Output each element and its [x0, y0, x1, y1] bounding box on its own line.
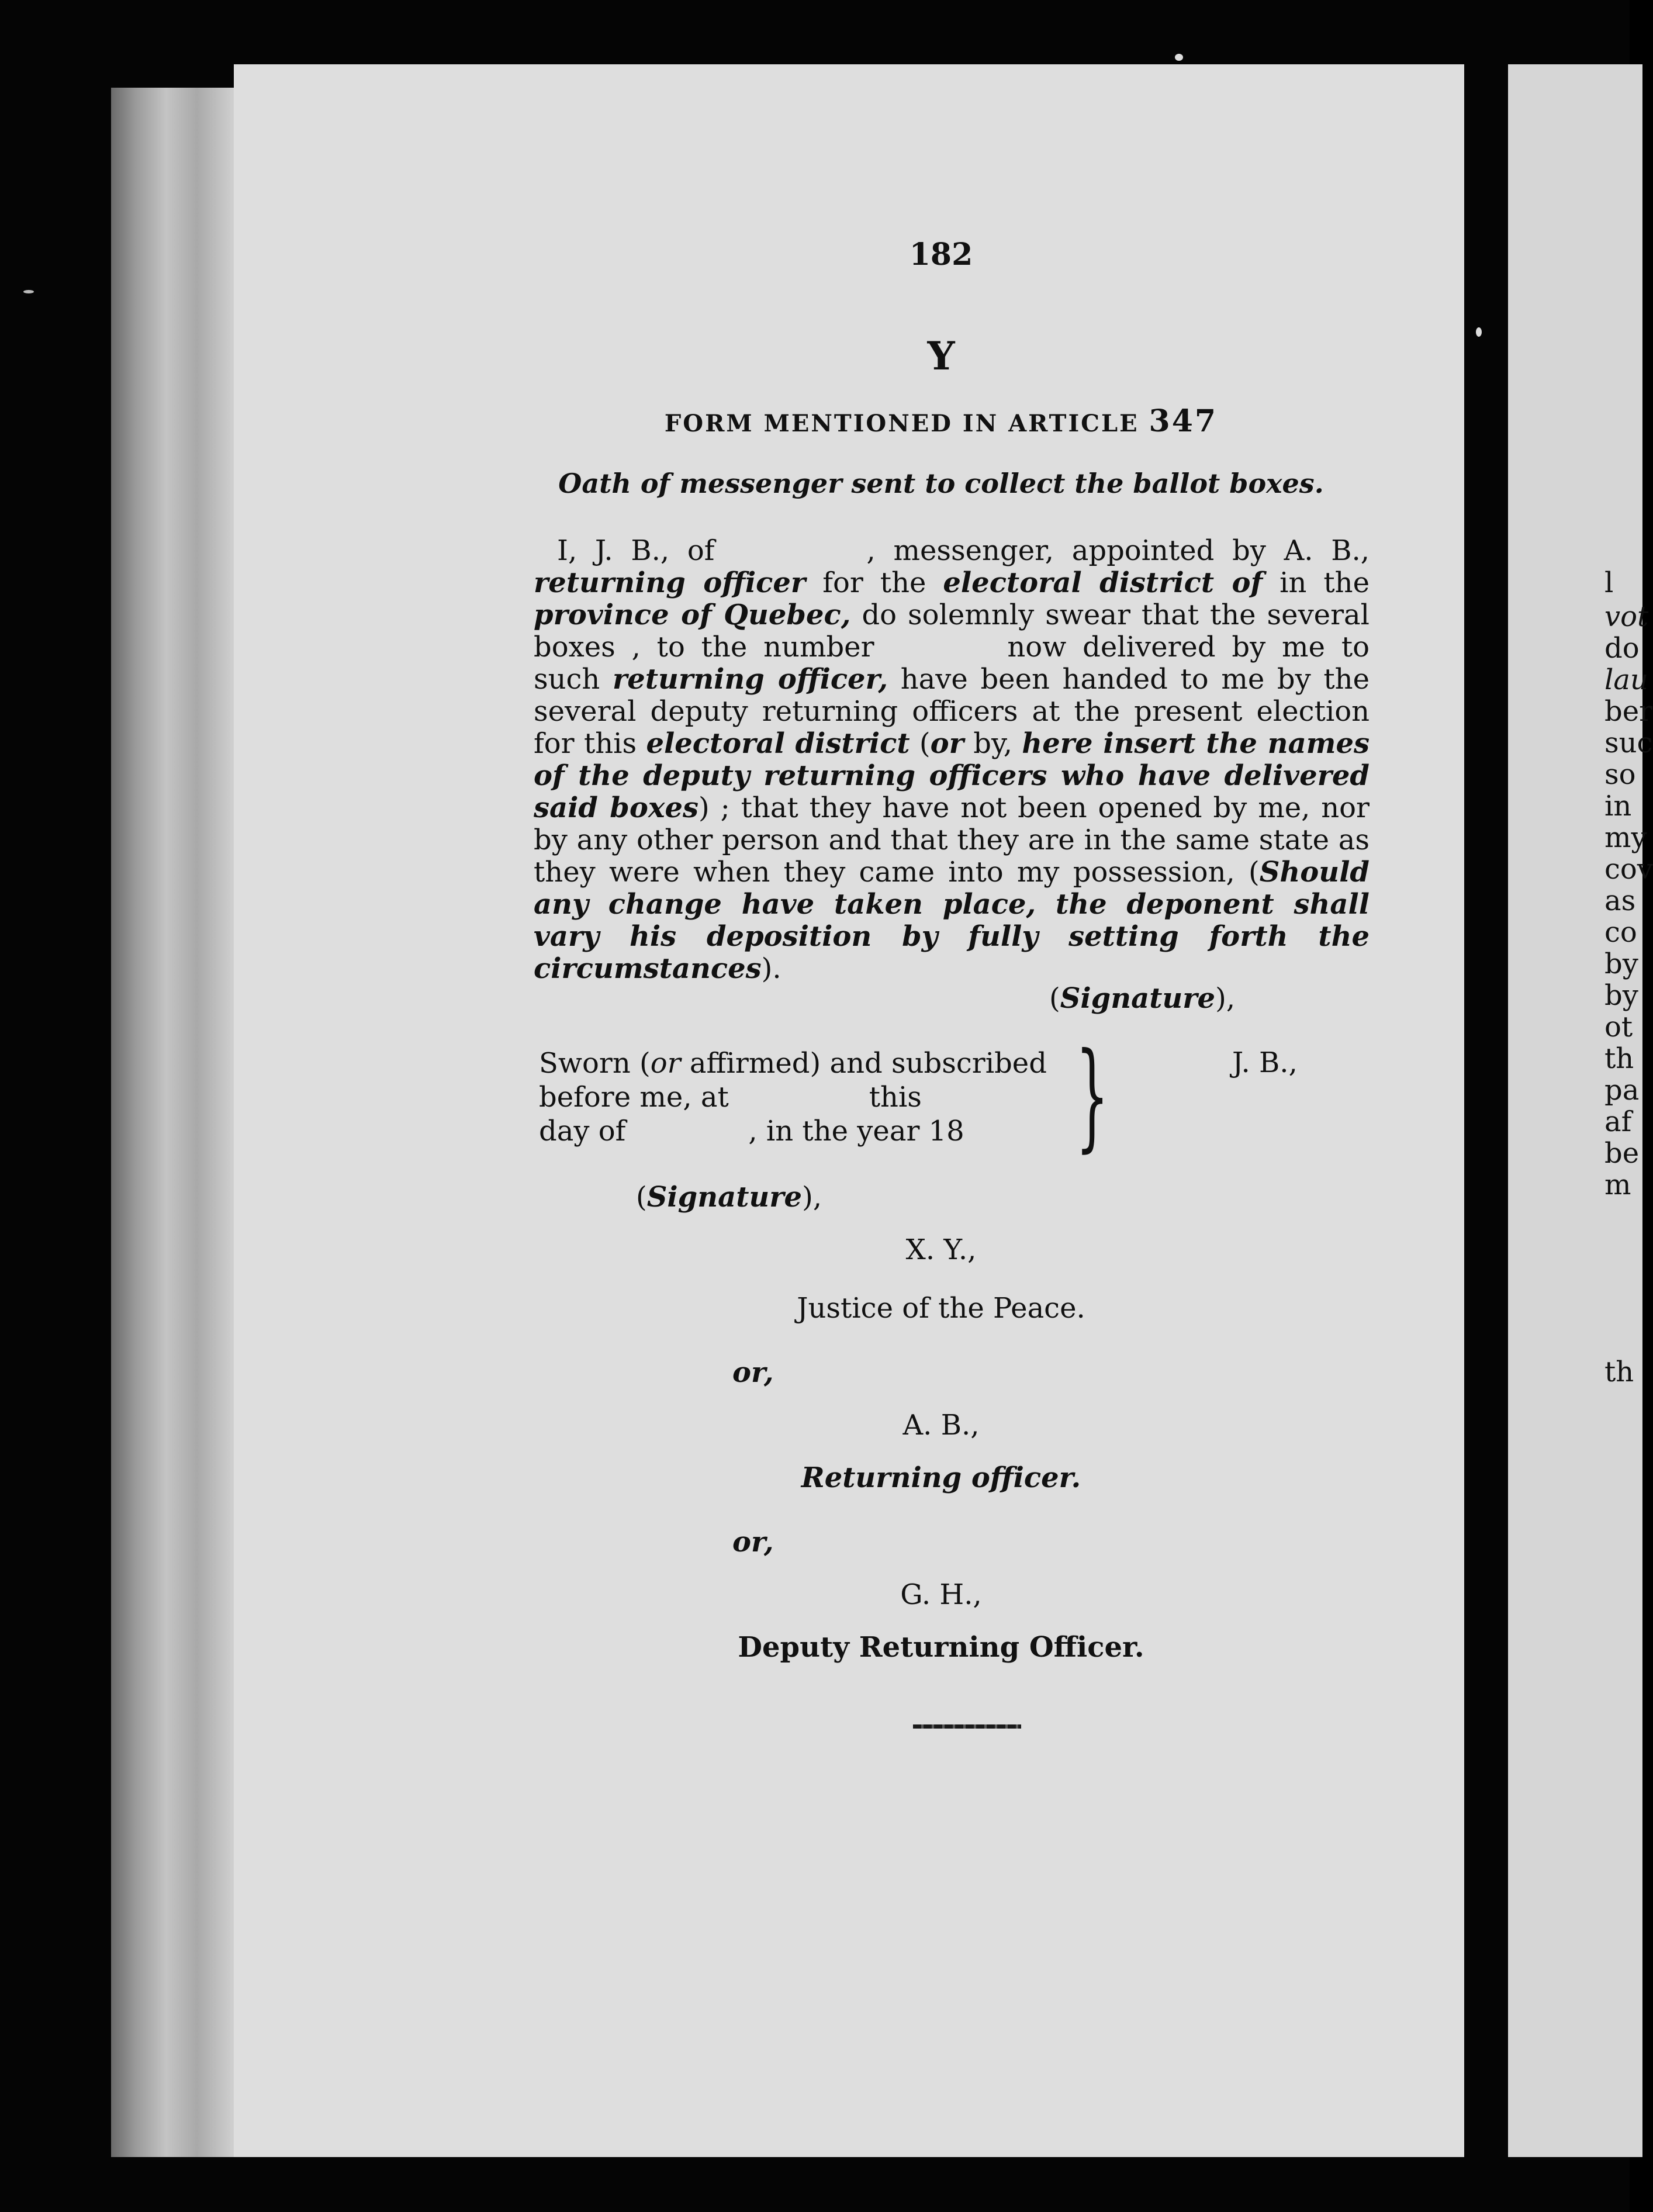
- facing-page-fragment: vot: [1604, 600, 1649, 633]
- oath-segment: I, J. B., of: [557, 534, 715, 567]
- schedule-letter: Y: [927, 333, 955, 379]
- oath-segment-italic: Should any change have taken place, the deponent shall vary his deposition by fully setting forth the circumstances: [534, 856, 1370, 985]
- facing-page-fragment: by: [1604, 948, 1638, 980]
- jurat-text: before me, at: [539, 1081, 729, 1114]
- dust-speck: [1175, 54, 1183, 61]
- facing-page-fragment: as: [1604, 884, 1636, 917]
- facing-page-fragment: do: [1604, 632, 1640, 665]
- jurat-line-3: [539, 1114, 1047, 1148]
- oath-segment-italic: province of Quebec,: [534, 599, 851, 631]
- deponent-signature-label: [1049, 982, 1235, 1015]
- facing-page-fragment: be: [1604, 1137, 1640, 1170]
- oath-segment: ).: [761, 952, 781, 985]
- alternative-or-2: or,: [732, 1526, 774, 1558]
- facing-page-fragment: af: [1604, 1105, 1632, 1138]
- facing-page-fragment: in: [1604, 790, 1632, 822]
- facing-page-fragment: ber: [1604, 695, 1653, 728]
- jurat-block: [539, 1046, 1047, 1148]
- facing-page-fragment: suc: [1604, 727, 1653, 759]
- form-subtitle: Oath of messenger sent to collect the ballot boxes.: [558, 468, 1324, 499]
- oath-segment-italic: or: [930, 727, 964, 760]
- oath-segment-italic: electoral district of: [943, 566, 1263, 599]
- facing-page-fragment: th: [1604, 1042, 1634, 1075]
- jurat-line-1: [539, 1046, 1047, 1080]
- oath-segment-italic: returning officer: [534, 566, 806, 599]
- end-ornament-rule: [913, 1724, 1021, 1729]
- title-returning-officer: Returning officer.: [801, 1461, 1081, 1494]
- facing-page-fragment: pa: [1604, 1074, 1640, 1107]
- facing-page-fragment: th: [1604, 1356, 1634, 1388]
- oath-segment: in the: [1279, 566, 1370, 599]
- page-edge-shadow: [111, 88, 234, 2157]
- article-number: 347: [1149, 403, 1218, 439]
- page-number: 182: [909, 237, 973, 272]
- facing-page-fragment: lau: [1604, 663, 1648, 696]
- title-deputy-returning-officer: Deputy Returning Officer.: [738, 1631, 1144, 1664]
- oath-segment-italic: returning officer,: [613, 663, 888, 696]
- facing-page-fragment: l: [1604, 566, 1614, 599]
- facing-page-fragment: co: [1604, 916, 1637, 949]
- oath-segment: (: [910, 727, 931, 760]
- title-justice-of-peace: Justice of the Peace.: [797, 1292, 1085, 1325]
- oath-segment: , messenger, appointed by A. B.,: [866, 534, 1370, 567]
- paren: ),: [802, 1181, 822, 1214]
- jurat-text-italic: or: [650, 1047, 681, 1080]
- facing-page-fragment: cov: [1604, 853, 1653, 886]
- deponent-initials: J. B.,: [1232, 1046, 1298, 1079]
- officer-name-gh: G. H.,: [900, 1578, 982, 1611]
- officer-name-ab: A. B.,: [902, 1409, 980, 1442]
- jurat-text: Sworn (: [539, 1047, 651, 1080]
- form-heading-text: FORM MENTIONED IN ARTICLE: [664, 410, 1149, 437]
- signature-word: Signature: [1060, 982, 1216, 1015]
- jurat-text: affirmed) and subscribed: [680, 1047, 1047, 1080]
- facing-page-fragment: by: [1604, 979, 1638, 1012]
- jurat-text: , in the year 18: [748, 1115, 964, 1148]
- oath-segment-italic: here insert the names of the deputy returning officers who have delivered said boxes: [534, 727, 1370, 824]
- oath-segment: have been handed to me by the several deputy returning officers at the present election for this: [534, 663, 1370, 760]
- oath-segment: ) ; that they have not been opened by me, nor by any other person and that they are in the same state as they were when they came into my possession, (: [534, 792, 1370, 889]
- facing-page-fragment: my: [1604, 821, 1647, 854]
- paren: (: [1049, 982, 1060, 1015]
- oath-segment: by,: [963, 727, 1022, 760]
- signature-word: Signature: [646, 1181, 803, 1214]
- oath-segment: do solemnly swear that the several boxes , to the number: [534, 599, 1370, 663]
- facing-page: [1508, 64, 1653, 2157]
- jurat-text: this: [869, 1081, 922, 1114]
- oath-segment: for the: [805, 566, 943, 599]
- dust-speck: [1476, 327, 1482, 337]
- oath-text: [534, 535, 1370, 985]
- jurat-brace: }: [1076, 1028, 1109, 1164]
- dust-speck: [23, 290, 34, 293]
- paren: ),: [1215, 982, 1236, 1015]
- paren: (: [636, 1181, 647, 1214]
- jurat-text: day of: [539, 1115, 626, 1148]
- magistrate-name-xy: X. Y.,: [905, 1233, 977, 1266]
- form-heading: [526, 403, 1356, 439]
- jurat-line-2: [539, 1080, 1047, 1114]
- facing-page-fragment: m: [1604, 1169, 1631, 1201]
- oath-segment-italic: electoral district: [646, 727, 910, 760]
- oath-segment: now delivered by me to such: [534, 631, 1370, 696]
- magistrate-signature-label: [636, 1181, 822, 1214]
- facing-page-fragment: so: [1604, 758, 1636, 791]
- alternative-or-1: or,: [732, 1356, 774, 1389]
- facing-page-fragment: ot: [1604, 1011, 1633, 1043]
